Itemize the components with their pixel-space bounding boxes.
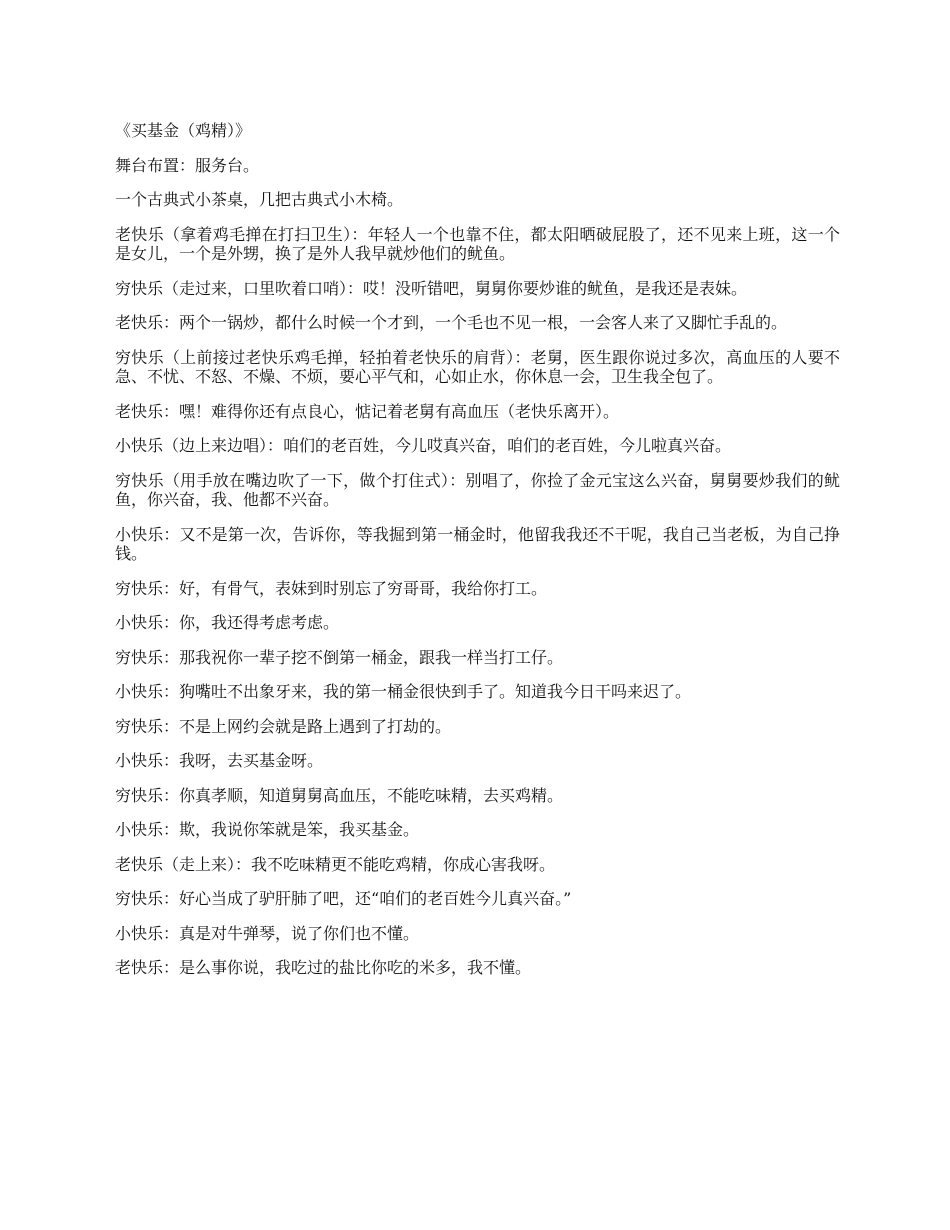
dialogue-line: 老快乐：两个一锅炒，都什么时候一个才到，一个毛也不见一根，一会客人来了又脚忙手乱的。 — [115, 313, 788, 332]
dialogue-line: 老快乐（拿着鸡毛掸在打扫卫生）：年轻人一个也靠不住，都太阳晒破屁股了，还不见来上班，这一个是女儿，一个是外甥，换了是外人我早就炒他们的鱿鱼。 — [115, 224, 840, 263]
stage-props: 一个古典式小茶桌，几把古典式小木椅。 — [115, 190, 404, 209]
dialogue-line: 小快乐：又不是第一次，告诉你，等我掘到第一桶金时，他留我我还不干呢，我自己当老板，为自己挣钱。 — [115, 524, 840, 563]
dialogue-line: 小快乐：你，我还得考虑考虑。 — [115, 613, 340, 632]
dialogue-line: 穷快乐：好，有骨气，表妹到时别忘了穷哥哥，我给你打工。 — [115, 578, 548, 598]
dialogue-line: 穷快乐：好心当成了驴肝肺了吧，还“咱们的老百姓今儿真兴奋。” — [115, 889, 572, 908]
document-title: 《买基金（鸡精）》 — [115, 121, 252, 140]
dialogue-line: 老快乐（走上来）：我不吃味精更不能吃鸡精，你成心害我呀。 — [115, 854, 556, 874]
dialogue-line: 小快乐：我呀，去买基金呀。 — [115, 751, 324, 770]
stage-setting: 舞台布置：服务台。 — [115, 155, 260, 175]
dialogue-line: 小快乐：欺，我说你笨就是笨，我买基金。 — [115, 820, 420, 839]
dialogue-line: 穷快乐：不是上网约会就是路上遇到了打劫的。 — [115, 716, 452, 736]
document-body — [115, 121, 840, 993]
dialogue-line: 穷快乐：那我祝你一辈子挖不倒第一桶金，跟我一样当打工仔。 — [115, 647, 564, 667]
dialogue-line: 老快乐：嘿！难得你还有点良心，惦记着老舅有高血压（老快乐离开）。 — [115, 401, 620, 421]
dialogue-line: 老快乐：是么事你说，我吃过的盐比你吃的米多，我不懂。 — [115, 958, 532, 977]
dialogue-line: 小快乐（边上来边唱）：咱们的老百姓，今儿哎真兴奋，咱们的老百姓，今儿啦真兴奋。 — [115, 436, 732, 455]
dialogue-line: 小快乐：真是对牛弹琴，说了你们也不懂。 — [115, 923, 420, 943]
dialogue-line: 穷快乐（用手放在嘴边吹了一下，做个打住式）：别唱了，你捡了金元宝这么兴奋，舅舅要炒我们的鱿鱼，你兴奋，我、他都不兴奋。 — [115, 470, 840, 509]
dialogue-line: 穷快乐（上前接过老快乐鸡毛掸，轻拍着老快乐的肩背）：老舅，医生跟你说过多次，高血压的人要不急、不忧、不怒、不燥、不烦，要心平气和，心如止水，你休息一会，卫生我全包了。 — [115, 347, 840, 386]
dialogue-line: 小快乐：狗嘴吐不出象牙来，我的第一桶金很快到手了。知道我今日干吗来迟了。 — [115, 682, 692, 701]
dialogue-line: 穷快乐（走过来，口里吹着口哨）：哎！没听错吧，舅舅你要炒谁的鱿鱼，是我还是表妹。 — [115, 278, 748, 298]
dialogue-line: 穷快乐：你真孝顺，知道舅舅高血压，不能吃味精，去买鸡精。 — [115, 785, 564, 805]
